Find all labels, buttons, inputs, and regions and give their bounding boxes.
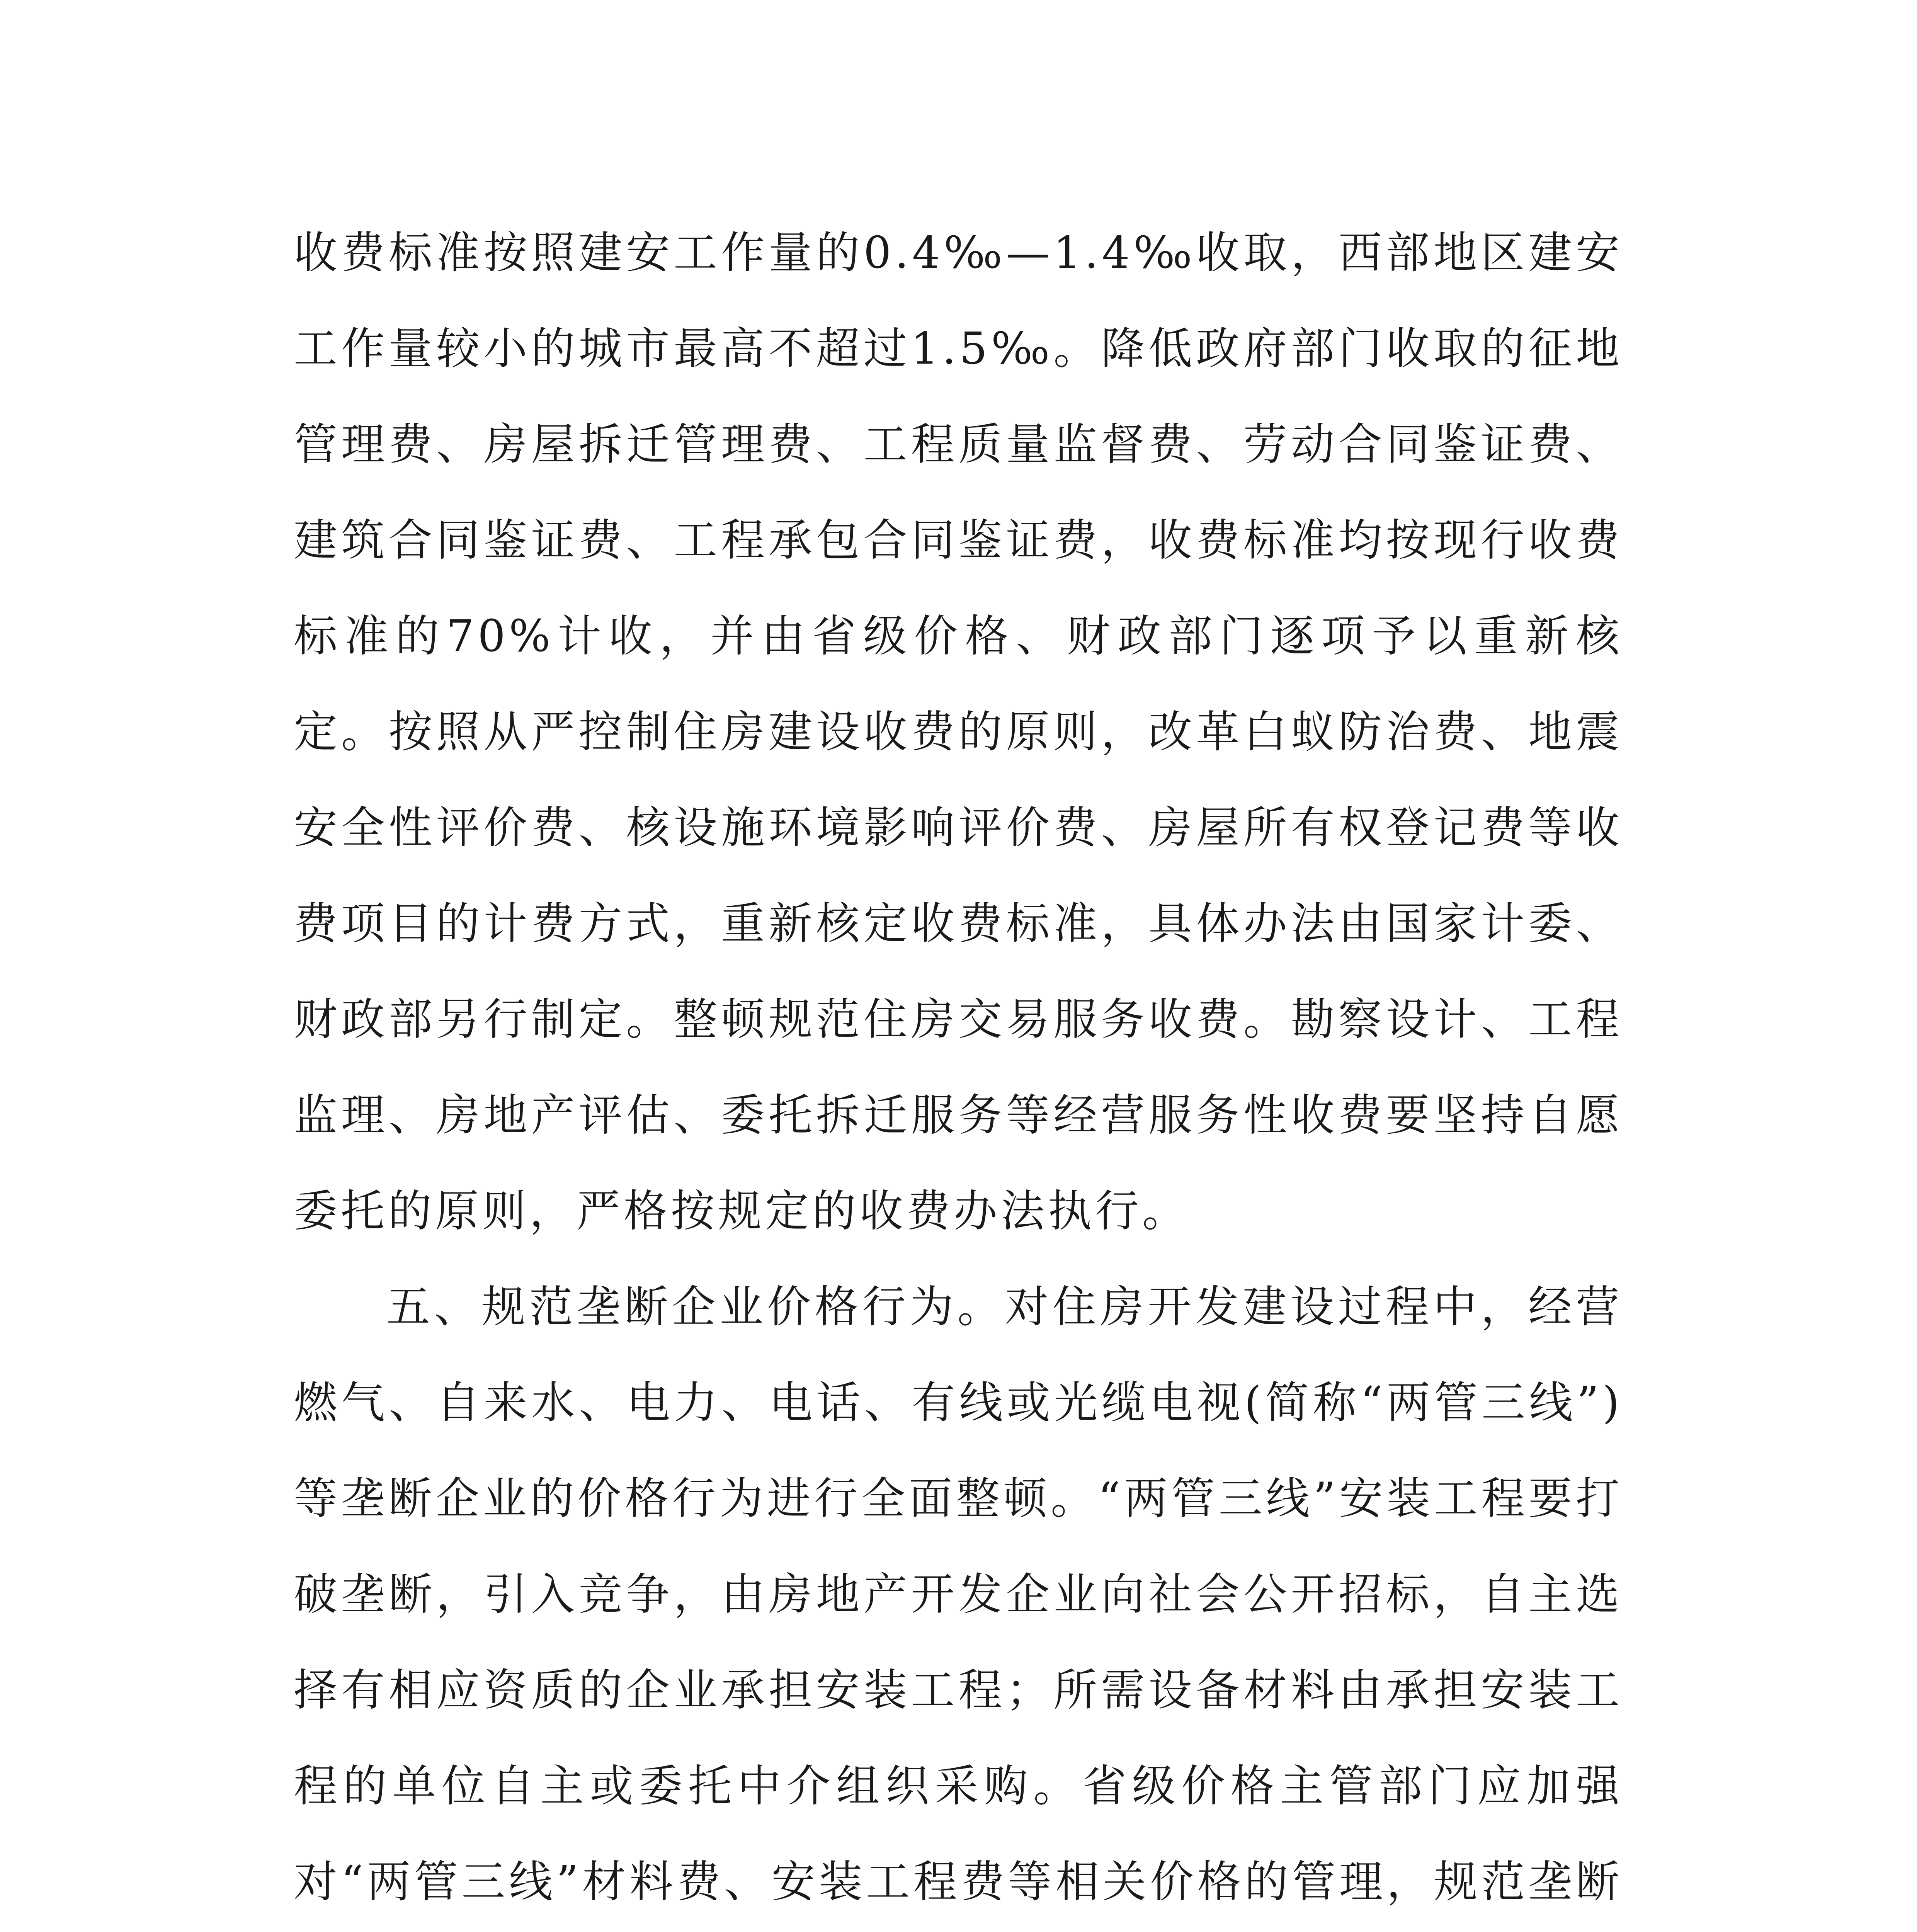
paragraph-monopoly-pricing: 五、规范垄断企业价格行为。对住房开发建设过程中，经营燃气、自来水、电力、电话、有线或光缆电视(简称“两管三线”)等垄断企业的价格行为进行全面整顿。“两管三线”安装工程要打破垄断，引入竞争，由房地产开发企业向社会公开招标，自主选择有相应资质的企业承担安装工程；所需设备材料由承担安装工程的单位自主或委托中介组织采购。省级价格主管部门应加强对“两管三线”材料费、安装工程费等相关价格的管理，规范垄断: [294, 1281, 1623, 1907]
paragraph-fee-standards: 收费标准按照建安工作量的0.4‰—1.4‰收取，西部地区建安工作量较小的城市最高不超过1.5‰。降低政府部门收取的征地管理费、房屋拆迁管理费、工程质量监督费、劳动合同鉴证费、建筑合同鉴证费、工程承包合同鉴证费，收费标准均按现行收费标准的70%计收，并由省级价格、财政部门逐项予以重新核定。按照从严控制住房建设收费的原则，改革白蚁防治费、地震安全性评价费、核设施环境影响评价费、房屋所有权登记费等收费项目的计费方式，重新核定收费标准，具体办法由国家计委、财政部另行制定。整顿规范住房交易服务收费。勘察设计、工程监理、房地产评估、委托拆迁服务等经营服务性收费要坚持自愿委托的原则，严格按规定的收费办法执行。: [294, 227, 1623, 1236]
document-body: [294, 205, 1623, 1932]
